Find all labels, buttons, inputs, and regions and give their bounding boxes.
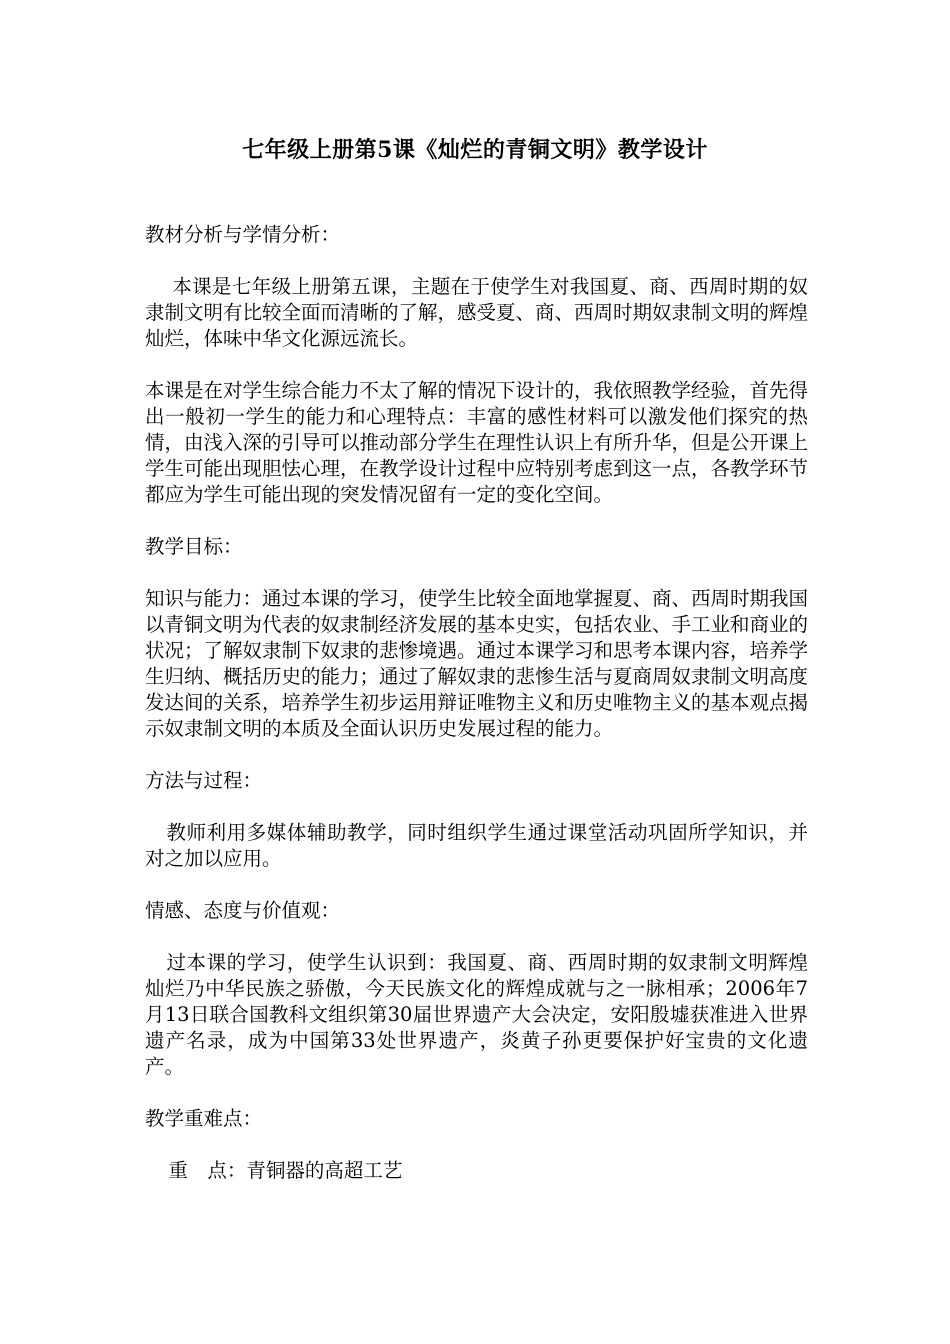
key-difficulty-heading: 教学重难点： (145, 1107, 263, 1130)
analysis-paragraph-2: 本课是在对学生综合能力不太了解的情况下设计的，我依照教学经验，首先得出一般初一学生的能力和心理特点：丰富的感性材料可以激发他们探究的热情，由浅入深的引导可以推动部分学生在理性认识上有所升华，但是公开课上学生可能出现胆怯心理，在教学设计过程中应特别考虑到这一点，各教学环节都应为学生可能出现的突发情况留有一定的变化空间。 (145, 379, 809, 506)
key-point-line: 重 点：青铜器的高超工艺 (168, 1159, 403, 1182)
document-title: 七年级上册第5课《灿烂的青铜文明》教学设计 (242, 137, 708, 163)
emotion-paragraph: 过本课的学习，使学生认识到：我国夏、商、西周时期的奴隶制文明辉煌灿烂乃中华民族之骄傲，今天民族文化的辉煌成就与之一脉相承；2006年7月13日联合国教科文组织第30届世界遗产大会决定，安阳殷墟获准进入世界遗产名录，成为中国第33处世界遗产，炎黄子孙更要保护好宝贵的文化遗产。 (145, 951, 808, 1078)
document-body (145, 222, 808, 1210)
method-heading: 方法与过程： (145, 769, 263, 792)
analysis-paragraph-1: 本课是七年级上册第五课，主题在于使学生对我国夏、商、西周时期的奴隶制文明有比较全面而清晰的了解，感受夏、商、西周时期奴隶制文明的辉煌灿烂，体味中华文化源远流长。 (145, 275, 809, 350)
analysis-heading: 教材分析与学情分析： (145, 223, 341, 246)
method-paragraph: 教师利用多媒体辅助教学，同时组织学生通过课堂活动巩固所学知识，并对之加以应用。 (145, 821, 808, 870)
goals-knowledge-paragraph: 知识与能力：通过本课的学习，使学生比较全面地掌握夏、商、西周时期我国以青铜文明为代表的奴隶制经济发展的基本史实，包括农业、手工业和商业的状况；了解奴隶制下奴隶的悲惨境遇。通过本课学习和思考本课内容，培养学生归纳、概括历史的能力；通过了解奴隶的悲惨生活与夏商周奴隶制文明高度发达间的关系，培养学生初步运用辩证唯物主义和历史唯物主义的基本观点揭示奴隶制文明的本质及全面认识历史发展过程的能力。 (145, 587, 809, 740)
goals-heading: 教学目标： (145, 535, 243, 558)
emotion-heading: 情感、态度与价值观： (145, 899, 341, 922)
